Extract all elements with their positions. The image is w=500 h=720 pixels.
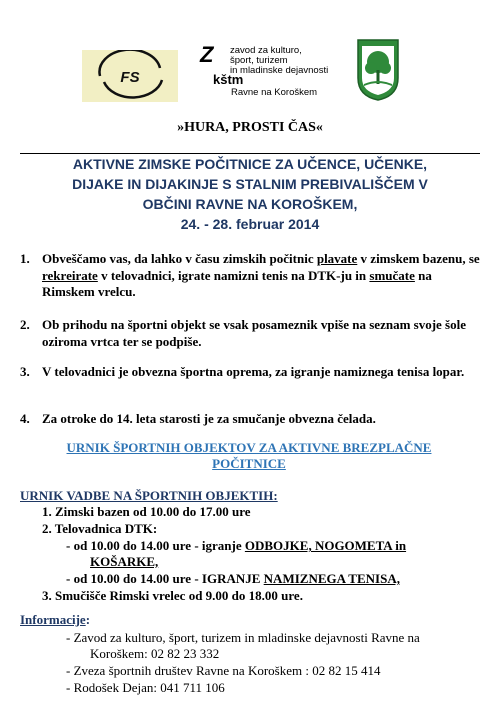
- schedule-line-table-tennis: - od 10.00 do 14.00 ure - IGRANJE NAMIZNEGA TENISA,: [66, 571, 400, 586]
- info-line-zveza: - Zveza športnih društev Ravne na Koroškem : 02 82 15 414: [66, 663, 381, 678]
- schedule-line-gym-games-cont: KOŠARKE,: [90, 554, 159, 569]
- schedule-line-gym: 2. Telovadnica DTK:: [42, 521, 158, 536]
- title-line-1: AKTIVNE ZIMSKE POČITNICE ZA UČENCE, UČENKE,: [72, 156, 428, 172]
- list-item-number: 2.: [20, 317, 30, 332]
- kstm-logo-wordmark: kštm: [213, 72, 244, 87]
- tagline: »HURA, PROSTI ČAS«: [177, 120, 323, 135]
- list-item-text: Obveščamo vas, da lahko v času zimskih počitnic plavate v zimskem bazenu, se rekreirate v telovadnici, igrate namizni tenis na DTK-ju in smučate na Rimskem vrelcu.: [42, 251, 480, 299]
- list-item-1: [20, 251, 482, 301]
- list-item-number: 3.: [20, 364, 30, 379]
- kstm-logo: [200, 38, 330, 102]
- schedule-title: URNIK ŠPORTNIH OBJEKTOV ZA AKTIVNE BREZPLAČNE POČITNICE: [66, 440, 432, 471]
- header-divider: [20, 153, 480, 154]
- schedule-heading: URNIK VADBE NA ŠPORTNIH OBJEKTIH:: [20, 488, 278, 503]
- schedule-line-pool: 1. Zimski bazen od 10.00 do 17.00 ure: [42, 504, 251, 519]
- info-line-contact: - Rodošek Dejan: 041 711 106: [66, 680, 225, 695]
- title-line-3: OBČINI RAVNE NA KOROŠKEM,: [142, 196, 358, 212]
- info-line-zavod: - Zavod za kulturo, šport, turizem in mladinske dejavnosti Ravne na: [66, 630, 420, 645]
- schedule-line-ski: 3. Smučišče Rimski vrelec od 9.00 do 18.00 ure.: [42, 588, 303, 603]
- list-item-text: Za otroke do 14. leta starosti je za smučanje obvezna čelada.: [42, 411, 376, 426]
- underlined-word-plavate: plavate: [316, 251, 358, 266]
- info-heading: Informacije:: [20, 612, 91, 627]
- list-item-text: Ob prihodu na športni objekt se vsak posameznik vpiše na seznam svoje šole oziroma vrtca ter se podpiše.: [42, 317, 466, 349]
- title-dates: 24. - 28. februar 2014: [180, 216, 320, 232]
- fs-logo-text: FS: [120, 69, 140, 86]
- underlined-word-rekreirate: rekreirate: [42, 267, 98, 283]
- list-item-number: 1.: [20, 251, 30, 266]
- list-item-4: [20, 411, 482, 428]
- fs-logo: [82, 50, 178, 102]
- list-item-3: [20, 364, 482, 381]
- list-item-number: 4.: [20, 411, 30, 426]
- kstm-logo-place: Ravne na Koroškem: [231, 87, 318, 98]
- fs-logo-graphic: [82, 50, 178, 102]
- list-item-text: V telovadnici je obvezna športna oprema, za igranje namiznega tenisa lopar.: [42, 364, 465, 379]
- kstm-logo-line1: zavod za kulturo,: [230, 45, 302, 56]
- list-item-2: [20, 317, 482, 350]
- title-line-2: DIJAKE IN DIJAKINJE S STALNIM PREBIVALIŠČEM V: [72, 176, 428, 192]
- kstm-logo-line3: in mladinske dejavnosti: [230, 65, 329, 76]
- schedule-line-gym-games: - od 10.00 do 14.00 ure - igranje ODBOJKE, NOGOMETA in: [66, 538, 407, 553]
- municipality-crest-icon: [356, 38, 400, 102]
- underlined-word-smucate: smučate: [369, 267, 415, 283]
- info-line-zavod-phone: Koroškem: 02 82 23 332: [90, 646, 220, 661]
- kstm-logo-mark: Z: [200, 42, 213, 67]
- kstm-logo-line2: šport, turizem: [230, 55, 288, 66]
